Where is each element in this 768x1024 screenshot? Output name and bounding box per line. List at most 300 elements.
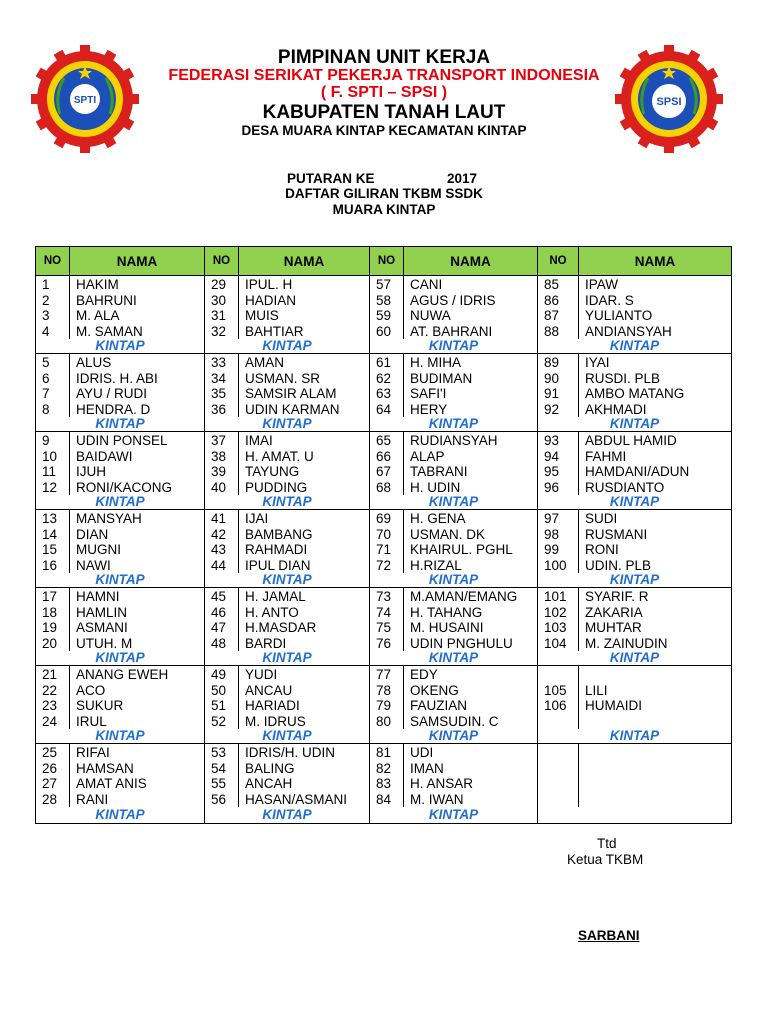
- table-row: [36, 792, 732, 808]
- number-cell: 24: [36, 714, 70, 730]
- table-row: [36, 744, 732, 761]
- name-cell: [579, 761, 732, 777]
- table-row: [36, 276, 732, 293]
- number-cell: 6: [36, 371, 70, 387]
- name-cell: MUGNI: [70, 542, 205, 558]
- desa-name: DESA MUARA KINTAP KECAMATAN KINTAP: [241, 123, 527, 138]
- name-cell: HASAN/ASMANI: [239, 792, 370, 808]
- name-cell: IJAI: [239, 510, 370, 527]
- number-cell: 93: [538, 432, 579, 449]
- number-cell: 72: [370, 558, 404, 574]
- name-cell: H.RIZAL: [404, 558, 538, 574]
- empty-cell: [538, 807, 732, 823]
- number-cell: 102: [538, 605, 579, 621]
- number-cell: 27: [36, 776, 70, 792]
- kintap-label: KINTAP: [538, 573, 732, 588]
- number-cell: 85: [538, 276, 579, 293]
- number-cell: 70: [370, 527, 404, 543]
- number-cell: [538, 714, 579, 730]
- number-cell: 8: [36, 402, 70, 418]
- number-cell: 37: [205, 432, 239, 449]
- name-cell: IPAW: [579, 276, 732, 293]
- number-cell: 104: [538, 636, 579, 652]
- name-cell: SUKUR: [70, 698, 205, 714]
- name-cell: UDI: [404, 744, 538, 761]
- name-cell: MANSYAH: [70, 510, 205, 527]
- name-cell: SAMSIR ALAM: [239, 386, 370, 402]
- name-cell: H. ANSAR: [404, 776, 538, 792]
- number-cell: 17: [36, 588, 70, 605]
- number-cell: 98: [538, 527, 579, 543]
- kintap-label: KINTAP: [36, 417, 205, 432]
- table-row: [36, 354, 732, 371]
- kintap-label: KINTAP: [538, 729, 732, 744]
- kintap-label: KINTAP: [370, 495, 538, 510]
- number-cell: 55: [205, 776, 239, 792]
- number-cell: 52: [205, 714, 239, 730]
- name-cell: UDIN PNGHULU: [404, 636, 538, 652]
- number-cell: 36: [205, 402, 239, 418]
- name-cell: M. HUSAINI: [404, 620, 538, 636]
- signature-name: SARBANI: [578, 928, 640, 943]
- table-row: [36, 308, 732, 324]
- number-cell: 105: [538, 683, 579, 699]
- name-cell: IMAI: [239, 432, 370, 449]
- number-cell: 92: [538, 402, 579, 418]
- number-cell: 16: [36, 558, 70, 574]
- kintap-label: KINTAP: [205, 807, 370, 823]
- name-cell: LILI: [579, 683, 732, 699]
- number-cell: 41: [205, 510, 239, 527]
- number-cell: 33: [205, 354, 239, 371]
- kintap-label: KINTAP: [538, 495, 732, 510]
- number-cell: 79: [370, 698, 404, 714]
- number-cell: 46: [205, 605, 239, 621]
- name-cell: TAYUNG: [239, 464, 370, 480]
- table-row: [36, 620, 732, 636]
- name-cell: M.AMAN/EMANG: [404, 588, 538, 605]
- group-label-row: [36, 417, 732, 432]
- number-cell: 21: [36, 666, 70, 683]
- number-cell: 23: [36, 698, 70, 714]
- name-cell: HAMLIN: [70, 605, 205, 621]
- number-cell: 32: [205, 324, 239, 340]
- name-cell: AMAN: [239, 354, 370, 371]
- name-cell: IYAI: [579, 354, 732, 371]
- name-cell: SUDI: [579, 510, 732, 527]
- name-cell: RUDIANSYAH: [404, 432, 538, 449]
- number-cell: 49: [205, 666, 239, 683]
- group-label-row: [36, 573, 732, 588]
- name-cell: H. TAHANG: [404, 605, 538, 621]
- column-header: NAMA: [579, 247, 732, 276]
- name-cell: AYU / RUDI: [70, 386, 205, 402]
- number-cell: 42: [205, 527, 239, 543]
- kintap-label: KINTAP: [370, 651, 538, 666]
- table-row: [36, 386, 732, 402]
- name-cell: PUDDING: [239, 480, 370, 496]
- table-row: [36, 683, 732, 699]
- name-cell: USMAN. SR: [239, 371, 370, 387]
- number-cell: 25: [36, 744, 70, 761]
- number-cell: 95: [538, 464, 579, 480]
- number-cell: 19: [36, 620, 70, 636]
- name-cell: H.MASDAR: [239, 620, 370, 636]
- name-cell: M. ALA: [70, 308, 205, 324]
- number-cell: 96: [538, 480, 579, 496]
- name-cell: [579, 792, 732, 808]
- name-cell: AMAT ANIS: [70, 776, 205, 792]
- number-cell: 83: [370, 776, 404, 792]
- table-row: [36, 698, 732, 714]
- name-cell: RUSDI. PLB: [579, 371, 732, 387]
- name-cell: RANI: [70, 792, 205, 808]
- table-row: [36, 542, 732, 558]
- number-cell: 62: [370, 371, 404, 387]
- name-cell: SYARIF. R: [579, 588, 732, 605]
- name-cell: UDIN. PLB: [579, 558, 732, 574]
- page-title: PIMPINAN UNIT KERJA: [277, 47, 491, 68]
- kintap-label: KINTAP: [36, 495, 205, 510]
- number-cell: [538, 761, 579, 777]
- number-cell: 9: [36, 432, 70, 449]
- table-row: [36, 666, 732, 683]
- number-cell: 68: [370, 480, 404, 496]
- name-cell: IJUH: [70, 464, 205, 480]
- number-cell: 61: [370, 354, 404, 371]
- name-cell: AMBO MATANG: [579, 386, 732, 402]
- number-cell: 103: [538, 620, 579, 636]
- name-cell: IRUL: [70, 714, 205, 730]
- table-row: [36, 402, 732, 418]
- name-cell: IPUL. H: [239, 276, 370, 293]
- kintap-label: KINTAP: [370, 573, 538, 588]
- name-cell: TABRANI: [404, 464, 538, 480]
- name-cell: BUDIMAN: [404, 371, 538, 387]
- number-cell: 57: [370, 276, 404, 293]
- number-cell: 34: [205, 371, 239, 387]
- name-cell: RONI/KACONG: [70, 480, 205, 496]
- kintap-label: KINTAP: [205, 417, 370, 432]
- name-cell: BALING: [239, 761, 370, 777]
- number-cell: 77: [370, 666, 404, 683]
- name-cell: IMAN: [404, 761, 538, 777]
- number-cell: 48: [205, 636, 239, 652]
- kintap-label: KINTAP: [36, 651, 205, 666]
- number-cell: 38: [205, 449, 239, 465]
- number-cell: 12: [36, 480, 70, 496]
- number-cell: 40: [205, 480, 239, 496]
- name-cell: DIAN: [70, 527, 205, 543]
- number-cell: 82: [370, 761, 404, 777]
- number-cell: 97: [538, 510, 579, 527]
- column-header: NAMA: [239, 247, 370, 276]
- number-cell: 65: [370, 432, 404, 449]
- name-cell: ANCAH: [239, 776, 370, 792]
- number-cell: 54: [205, 761, 239, 777]
- name-cell: BAMBANG: [239, 527, 370, 543]
- number-cell: 88: [538, 324, 579, 340]
- column-header: NO: [205, 247, 239, 276]
- name-cell: ANDIANSYAH: [579, 324, 732, 340]
- name-cell: EDY: [404, 666, 538, 683]
- name-cell: HADIAN: [239, 293, 370, 309]
- name-cell: NAWI: [70, 558, 205, 574]
- number-cell: 63: [370, 386, 404, 402]
- name-cell: [579, 714, 732, 730]
- table-row: [36, 293, 732, 309]
- kintap-label: KINTAP: [538, 339, 732, 354]
- table-header-row: [36, 247, 732, 276]
- table-row: [36, 464, 732, 480]
- table-row: [36, 636, 732, 652]
- group-label-row: [36, 729, 732, 744]
- table-row: [36, 527, 732, 543]
- name-cell: M. IDRUS: [239, 714, 370, 730]
- name-cell: RONI: [579, 542, 732, 558]
- name-cell: [579, 744, 732, 761]
- number-cell: 84: [370, 792, 404, 808]
- name-cell: USMAN. DK: [404, 527, 538, 543]
- name-cell: MUHTAR: [579, 620, 732, 636]
- federation-abbrev: ( F. SPTI – SPSI ): [320, 84, 448, 101]
- name-cell: RUSDIANTO: [579, 480, 732, 496]
- number-cell: 18: [36, 605, 70, 621]
- name-cell: [579, 776, 732, 792]
- name-cell: ALUS: [70, 354, 205, 371]
- name-cell: ASMANI: [70, 620, 205, 636]
- name-cell: UDIN KARMAN: [239, 402, 370, 418]
- name-cell: MUIS: [239, 308, 370, 324]
- number-cell: 31: [205, 308, 239, 324]
- number-cell: 20: [36, 636, 70, 652]
- number-cell: 28: [36, 792, 70, 808]
- column-header: NO: [36, 247, 70, 276]
- putaran-label: PUTARAN KE: [287, 171, 375, 186]
- name-cell: KHAIRUL. PGHL: [404, 542, 538, 558]
- name-cell: M. IWAN: [404, 792, 538, 808]
- number-cell: 74: [370, 605, 404, 621]
- table-row: [36, 510, 732, 527]
- number-cell: 2: [36, 293, 70, 309]
- name-cell: HUMAIDI: [579, 698, 732, 714]
- kintap-label: KINTAP: [205, 729, 370, 744]
- number-cell: 60: [370, 324, 404, 340]
- name-cell: RAHMADI: [239, 542, 370, 558]
- number-cell: 51: [205, 698, 239, 714]
- table-row: [36, 761, 732, 777]
- name-cell: FAHMI: [579, 449, 732, 465]
- name-cell: M. ZAINUDIN: [579, 636, 732, 652]
- name-cell: BARDI: [239, 636, 370, 652]
- kintap-label: KINTAP: [205, 573, 370, 588]
- kabupaten-name: KABUPATEN TANAH LAUT: [262, 102, 506, 123]
- name-cell: H. GENA: [404, 510, 538, 527]
- table-row: [36, 714, 732, 730]
- number-cell: 94: [538, 449, 579, 465]
- location-label: MUARA KINTAP: [332, 202, 436, 217]
- table-row: [36, 432, 732, 449]
- name-cell: SAMSUDIN. C: [404, 714, 538, 730]
- kintap-label: KINTAP: [370, 339, 538, 354]
- group-label-row: [36, 651, 732, 666]
- roster-body: [36, 276, 732, 824]
- table-row: [36, 588, 732, 605]
- name-cell: HAMSAN: [70, 761, 205, 777]
- name-cell: BAHRUNI: [70, 293, 205, 309]
- name-cell: IDRIS. H. ABI: [70, 371, 205, 387]
- number-cell: 101: [538, 588, 579, 605]
- name-cell: CANI: [404, 276, 538, 293]
- name-cell: H. JAMAL: [239, 588, 370, 605]
- year-label: 2017: [447, 171, 478, 186]
- signature-ttd: Ttd: [597, 836, 617, 851]
- group-label-row: [36, 495, 732, 510]
- number-cell: 86: [538, 293, 579, 309]
- number-cell: 67: [370, 464, 404, 480]
- group-label-row: [36, 807, 732, 823]
- name-cell: UTUH. M: [70, 636, 205, 652]
- spsi-logo-text: SPSI: [656, 96, 682, 108]
- kintap-label: KINTAP: [205, 495, 370, 510]
- number-cell: 87: [538, 308, 579, 324]
- number-cell: 64: [370, 402, 404, 418]
- name-cell: RUSMANI: [579, 527, 732, 543]
- name-cell: [579, 666, 732, 683]
- table-row: [36, 480, 732, 496]
- name-cell: H. MIHA: [404, 354, 538, 371]
- signature-position: Ketua TKBM: [567, 852, 644, 867]
- name-cell: ANCAU: [239, 683, 370, 699]
- table-row: [36, 371, 732, 387]
- number-cell: 15: [36, 542, 70, 558]
- number-cell: [538, 744, 579, 761]
- number-cell: 99: [538, 542, 579, 558]
- name-cell: HAKIM: [70, 276, 205, 293]
- number-cell: 106: [538, 698, 579, 714]
- name-cell: M. SAMAN: [70, 324, 205, 340]
- table-row: [36, 605, 732, 621]
- number-cell: 43: [205, 542, 239, 558]
- number-cell: 45: [205, 588, 239, 605]
- roster-title: DAFTAR GILIRAN TKBM SSDK: [285, 186, 483, 201]
- number-cell: 73: [370, 588, 404, 605]
- name-cell: ANANG EWEH: [70, 666, 205, 683]
- name-cell: RIFAI: [70, 744, 205, 761]
- name-cell: IPUL DIAN: [239, 558, 370, 574]
- number-cell: 11: [36, 464, 70, 480]
- name-cell: HARIADI: [239, 698, 370, 714]
- number-cell: 7: [36, 386, 70, 402]
- number-cell: 81: [370, 744, 404, 761]
- kintap-label: KINTAP: [36, 339, 205, 354]
- kintap-label: KINTAP: [205, 651, 370, 666]
- name-cell: HAMNI: [70, 588, 205, 605]
- number-cell: 66: [370, 449, 404, 465]
- number-cell: 53: [205, 744, 239, 761]
- federation-name: FEDERASI SERIKAT PEKERJA TRANSPORT INDONESIA: [168, 67, 600, 84]
- table-row: [36, 776, 732, 792]
- number-cell: 90: [538, 371, 579, 387]
- number-cell: [538, 776, 579, 792]
- spti-logo-text: SPTI: [73, 95, 97, 106]
- name-cell: AT. BAHRANI: [404, 324, 538, 340]
- column-header: NO: [370, 247, 404, 276]
- number-cell: [538, 792, 579, 808]
- kintap-label: KINTAP: [36, 729, 205, 744]
- number-cell: 80: [370, 714, 404, 730]
- number-cell: 50: [205, 683, 239, 699]
- name-cell: H. AMAT. U: [239, 449, 370, 465]
- number-cell: 76: [370, 636, 404, 652]
- name-cell: BAIDAWI: [70, 449, 205, 465]
- name-cell: HAMDANI/ADUN: [579, 464, 732, 480]
- number-cell: 4: [36, 324, 70, 340]
- name-cell: YULIANTO: [579, 308, 732, 324]
- kintap-label: KINTAP: [370, 729, 538, 744]
- number-cell: 39: [205, 464, 239, 480]
- kintap-label: KINTAP: [36, 807, 205, 823]
- number-cell: 14: [36, 527, 70, 543]
- number-cell: 100: [538, 558, 579, 574]
- table-row: [36, 558, 732, 574]
- group-label-row: [36, 339, 732, 354]
- name-cell: OKENG: [404, 683, 538, 699]
- number-cell: 75: [370, 620, 404, 636]
- number-cell: 89: [538, 354, 579, 371]
- number-cell: 56: [205, 792, 239, 808]
- number-cell: 29: [205, 276, 239, 293]
- number-cell: 30: [205, 293, 239, 309]
- column-header: NO: [538, 247, 579, 276]
- name-cell: ALAP: [404, 449, 538, 465]
- number-cell: 71: [370, 542, 404, 558]
- kintap-label: KINTAP: [538, 417, 732, 432]
- number-cell: 47: [205, 620, 239, 636]
- number-cell: 59: [370, 308, 404, 324]
- column-header: NAMA: [404, 247, 538, 276]
- name-cell: ZAKARIA: [579, 605, 732, 621]
- name-cell: NUWA: [404, 308, 538, 324]
- number-cell: 91: [538, 386, 579, 402]
- name-cell: IDRIS/H. UDIN: [239, 744, 370, 761]
- number-cell: 10: [36, 449, 70, 465]
- kintap-label: KINTAP: [538, 651, 732, 666]
- name-cell: ABDUL HAMID: [579, 432, 732, 449]
- number-cell: 58: [370, 293, 404, 309]
- number-cell: 13: [36, 510, 70, 527]
- name-cell: BAHTIAR: [239, 324, 370, 340]
- kintap-label: KINTAP: [36, 573, 205, 588]
- number-cell: 3: [36, 308, 70, 324]
- name-cell: HERY: [404, 402, 538, 418]
- number-cell: 26: [36, 761, 70, 777]
- number-cell: 1: [36, 276, 70, 293]
- number-cell: [538, 666, 579, 683]
- number-cell: 78: [370, 683, 404, 699]
- table-row: [36, 449, 732, 465]
- name-cell: YUDI: [239, 666, 370, 683]
- number-cell: 35: [205, 386, 239, 402]
- column-header: NAMA: [70, 247, 205, 276]
- name-cell: H. ANTO: [239, 605, 370, 621]
- name-cell: ACO: [70, 683, 205, 699]
- kintap-label: KINTAP: [205, 339, 370, 354]
- number-cell: 5: [36, 354, 70, 371]
- name-cell: IDAR. S: [579, 293, 732, 309]
- name-cell: H. UDIN: [404, 480, 538, 496]
- table-row: [36, 324, 732, 340]
